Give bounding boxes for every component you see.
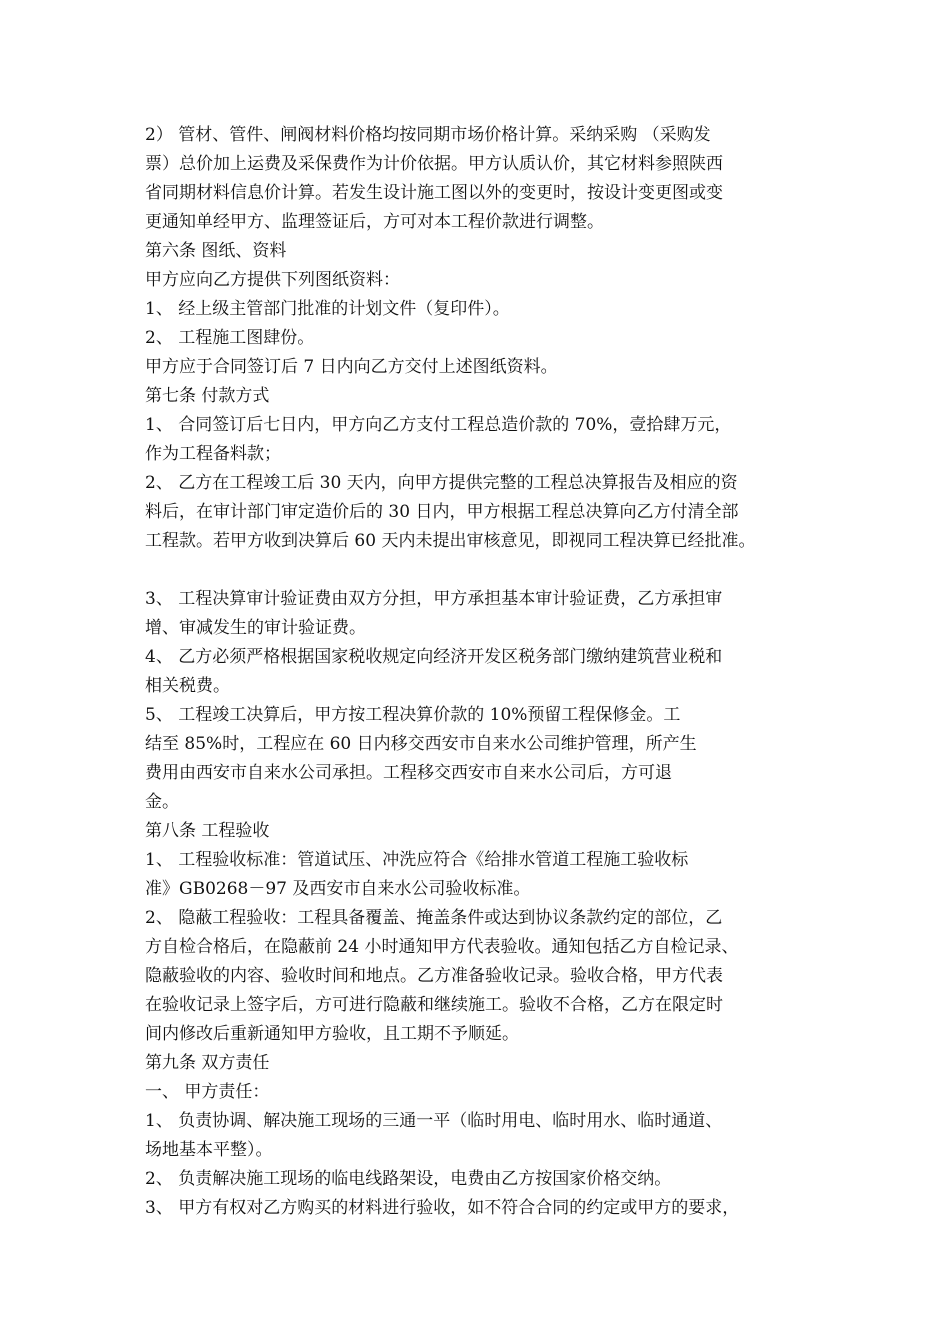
- section-heading: 第九条 双方责任: [145, 1053, 270, 1073]
- text-line: 在验收记录上签字后，方可进行隐蔽和继续施工。验收不合格，乙方在限定时: [145, 995, 723, 1015]
- section-heading: 第八条 工程验收: [145, 821, 270, 841]
- text-line: 1、 合同签订后七日内，甲方向乙方支付工程总造价款的 70%，壹拾肆万元，: [145, 415, 732, 435]
- text-line: 金。: [145, 792, 179, 812]
- text-line: 间内修改后重新通知甲方验收，且工期不予顺延。: [145, 1024, 519, 1044]
- text-line: 工程款。若甲方收到决算后 60 天内未提出审核意见，即视同工程决算已经批准。: [145, 531, 756, 551]
- text-line: 1、 工程验收标准：管道试压、冲洗应符合《给排水管道工程施工验收标: [145, 850, 689, 870]
- text-line: 方自检合格后，在隐蔽前 24 小时通知甲方代表验收。通知包括乙方自检记录、: [145, 937, 739, 957]
- text-line: 5、 工程竣工决算后，甲方按工程决算价款的 10%预留工程保修金。工: [145, 705, 681, 725]
- text-line: 1、 负责协调、解决施工现场的三通一平（临时用电、临时用水、临时通道、: [145, 1111, 723, 1131]
- text-line: 一、 甲方责任：: [145, 1082, 270, 1102]
- text-line: 票）总价加上运费及采保费作为计价依据。甲方认质认价，其它材料参照陕西: [145, 154, 723, 174]
- text-line: 2、 隐蔽工程验收：工程具备覆盖、掩盖条件或达到协议条款约定的部位，乙: [145, 908, 723, 928]
- section-heading: 第七条 付款方式: [145, 386, 270, 406]
- text-line: 省同期材料信息价计算。若发生设计施工图以外的变更时，按设计变更图或变: [145, 183, 723, 203]
- section-heading: 第六条 图纸、资料: [145, 241, 287, 261]
- blank-line: [145, 556, 825, 585]
- text-line: 4、 乙方必须严格根据国家税收规定向经济开发区税务部门缴纳建筑营业税和: [145, 647, 723, 667]
- text-line: 更通知单经甲方、监理签证后，方可对本工程价款进行调整。: [145, 212, 604, 232]
- text-line: 增、审减发生的审计验证费。: [145, 618, 366, 638]
- text-line: 甲方应向乙方提供下列图纸资料：: [145, 270, 400, 290]
- text-line: 场地基本平整）。: [145, 1140, 273, 1160]
- text-line: 3、 工程决算审计验证费由双方分担，甲方承担基本审计验证费，乙方承担审: [145, 589, 723, 609]
- text-line: 1、 经上级主管部门批准的计划文件（复印件）。: [145, 299, 510, 319]
- text-line: 作为工程备料款；: [145, 444, 281, 464]
- text-line: 结至 85%时，工程应在 60 日内移交西安市自来水公司维护管理，所产生: [145, 734, 697, 754]
- text-line: 料后，在审计部门审定造价后的 30 日内，甲方根据工程总决算向乙方付清全部: [145, 502, 739, 522]
- text-line: 2、 工程施工图肆份。: [145, 328, 315, 348]
- text-line: 2、 负责解决施工现场的临电线路架设，电费由乙方按国家价格交纳。: [145, 1169, 672, 1189]
- text-line: 2、 乙方在工程竣工后 30 天内，向甲方提供完整的工程总决算报告及相应的资: [145, 473, 738, 493]
- text-line: 相关税费。: [145, 676, 230, 696]
- text-line: 3、 甲方有权对乙方购买的材料进行验收，如不符合合同的约定或甲方的要求，: [145, 1198, 740, 1218]
- text-line: 2） 管材、管件、闸阀材料价格均按同期市场价格计算。采纳采购 （采购发: [145, 125, 711, 145]
- text-line: 甲方应于合同签订后 7 日内向乙方交付上述图纸资料。: [145, 357, 558, 377]
- text-line: 准》GB0268－97 及西安市自来水公司验收标准。: [145, 879, 531, 899]
- document-body: [145, 121, 825, 1223]
- text-line: 费用由西安市自来水公司承担。工程移交西安市自来水公司后，方可退: [145, 763, 672, 783]
- text-line: 隐蔽验收的内容、验收时间和地点。乙方准备验收记录。验收合格，甲方代表: [145, 966, 723, 986]
